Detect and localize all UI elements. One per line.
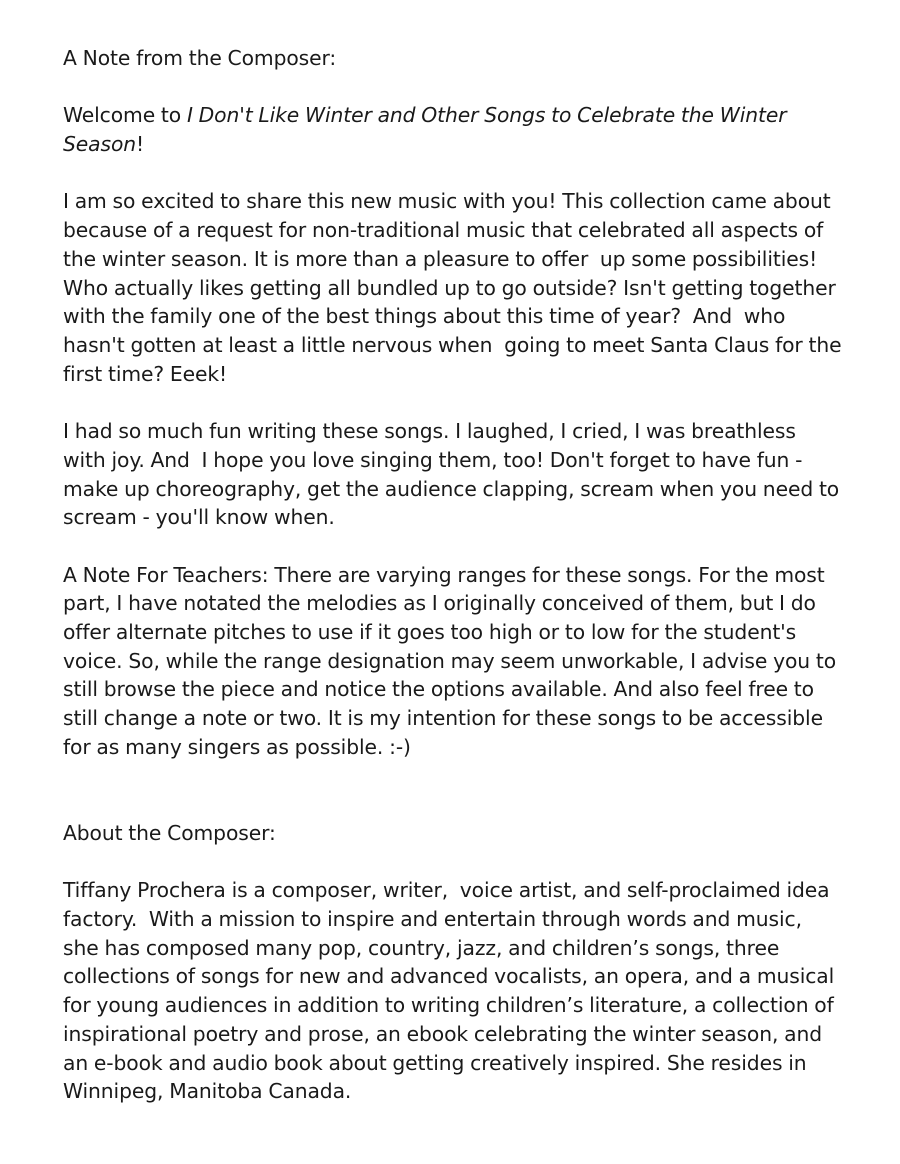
about-composer-heading: About the Composer:	[63, 820, 276, 845]
composer-note-heading: A Note from the Composer:	[63, 46, 337, 70]
teachers-note-paragraph: A Note For Teachers: There are varying ranges for these songs. For the most part, I have notated the melodies as I originally conceived of them, but I do offer alternate pitches to use if it goes too high or to low for the student's voice. So, while the range designation may seem unworkable, I advise you to still browse the piece and notice the options available. And also feel free to still change a note or two. It is my intention for these songs to be accessible for as many singers as possible. :-)	[63, 562, 842, 759]
fun-paragraph: I had so much fun writing these songs. I laughed, I cried, I was breathless with joy. And I hope you love singing them, too! Don't forget to have fun - make up choreography, get the audience clapping, scream when you need to scream - you'll know when.	[63, 419, 845, 530]
intro-paragraph: I am so excited to share this new music with you! This collection came about because of a request for non-traditional music that celebrated all aspects of the winter season. It is more than a pleasure to offer up some possibilities! Who actually likes getting all bundled up to go outside? Isn't getting together with the family one of the best things about this time of year? And who hasn't gotten at least a little nervous when going to meet Santa Claus for the first time? Eeek!	[63, 189, 848, 386]
welcome-suffix: !	[136, 132, 145, 157]
welcome-prefix: Welcome to	[63, 103, 187, 128]
welcome-line	[63, 101, 843, 158]
bio-paragraph: Tiffany Prochera is a composer, writer, voice artist, and self-proclaimed idea factory. With a mission to inspire and entertain through words and music, she has composed many pop, country, jazz, and children’s songs, three collections of songs for new and advanced vocalists, an opera, and a musical for young audiences in addition to writing children’s literature, a collection of inspirational poetry and prose, an ebook celebrating the winter season, and an e-book and audio book about getting creatively inspired. She resides in Winnipeg, Manitoba Canada.	[63, 878, 841, 1104]
document-page	[63, 44, 848, 1135]
collection-title: I Don't Like Winter and Other Songs to Celebrate the Winter Season	[63, 103, 793, 157]
